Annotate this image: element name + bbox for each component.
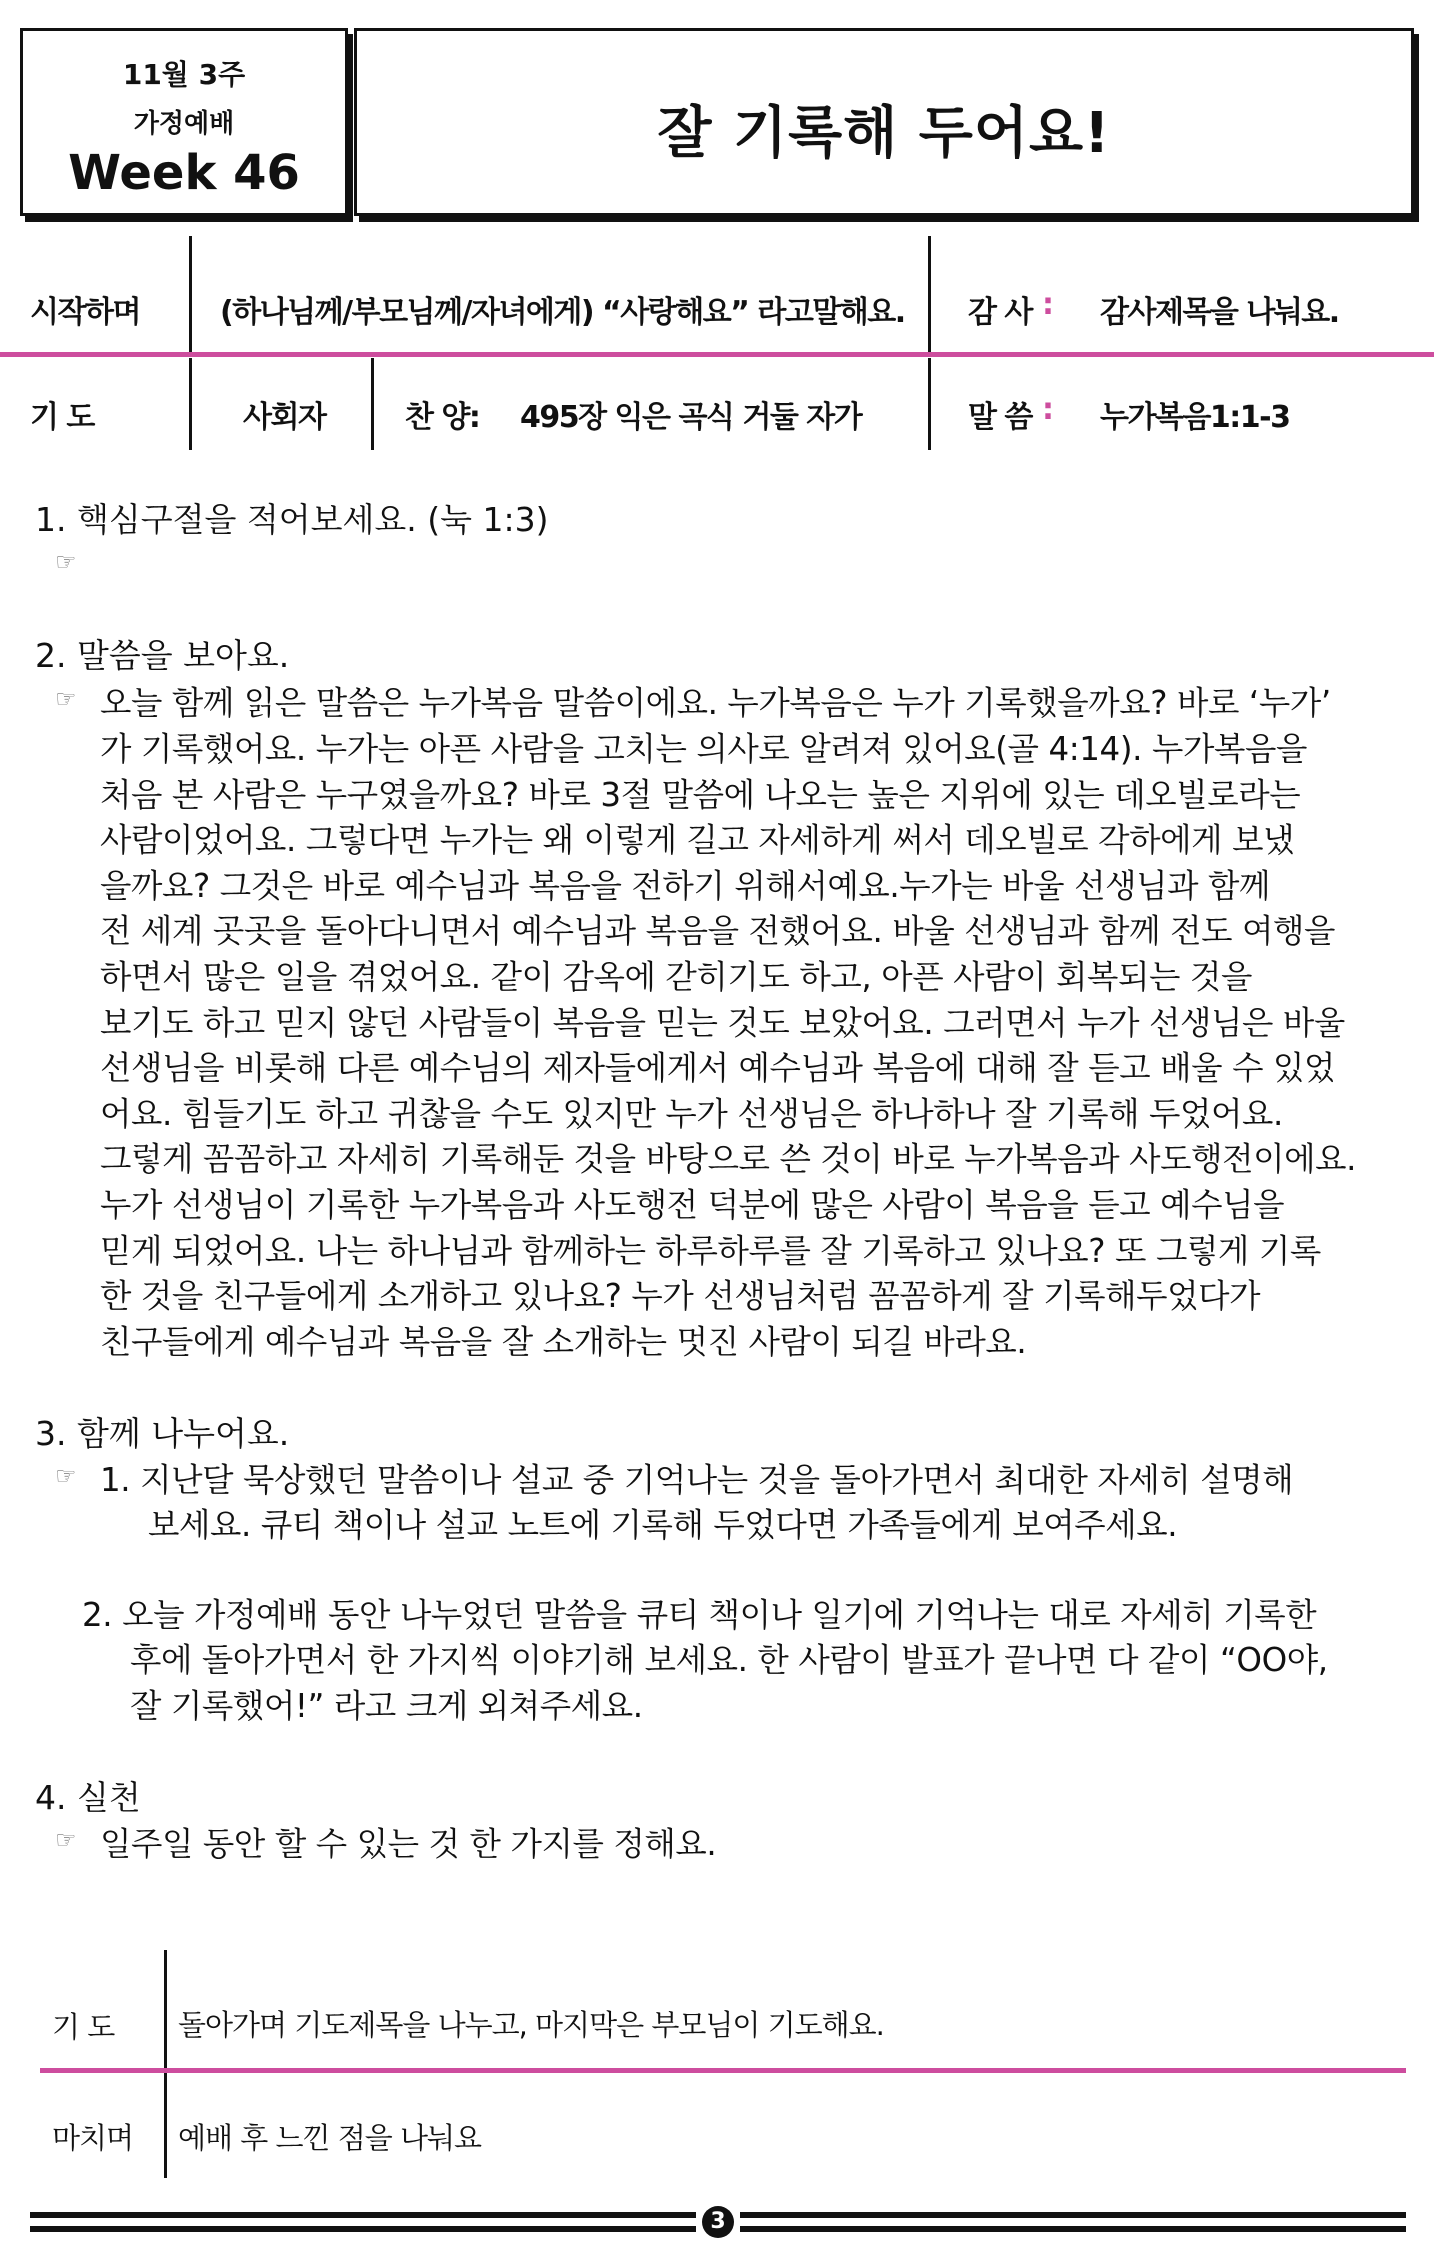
body-line: 을까요? 그것은 바로 예수님과 복음을 전하기 위해서예요.누가는 바울 선생님과 함께 bbox=[100, 867, 1270, 905]
word-content: 누가복음1:1-3 bbox=[1100, 400, 1290, 435]
body-line: 사람이었어요. 그렇다면 누가는 왜 이렇게 길고 자세하게 써서 데오빌로 각하에게 보냈 bbox=[100, 821, 1295, 859]
thanks-label: 감 사 bbox=[968, 295, 1032, 330]
body-line: 누가 선생님이 기록한 누가복음과 사도행전 덕분에 많은 사람이 복음을 듣고 예수님을 bbox=[100, 1186, 1285, 1224]
closing-prayer-content: 돌아가며 기도제목을 나누고, 마지막은 부모님이 기도해요. bbox=[178, 2008, 884, 2042]
closing-prayer-label: 기 도 bbox=[52, 2010, 115, 2044]
prayer-label: 기 도 bbox=[30, 400, 94, 435]
body-line: 가 기록했어요. 누가는 아픈 사람을 고치는 의사로 알려져 있어요(골 4:14). 누가복음을 bbox=[100, 730, 1307, 768]
word-colon: : bbox=[1042, 392, 1053, 427]
word-label: 말 씀 bbox=[968, 400, 1032, 435]
section-1-heading: 1. 핵심구절을 적어보세요. (눅 1:3) bbox=[35, 500, 549, 539]
thanks-colon: : bbox=[1042, 287, 1053, 322]
body-line: 오늘 함께 읽은 말씀은 누가복음 말씀이에요. 누가복음은 누가 기록했을까요? 바로 ‘누가’ bbox=[100, 684, 1331, 722]
worship-type-label: 가정예배 bbox=[133, 109, 235, 139]
hymn-content: 495장 익은 곡식 거둘 자가 bbox=[520, 400, 862, 435]
item-line: 후에 돌아가면서 한 가지씩 이야기해 보세요. 한 사람이 발표가 끝나면 다 같이 “OO야, bbox=[130, 1641, 1328, 1679]
start-content: (하나님께/부모님께/자녀에게) “사랑해요” 라고말해요. bbox=[220, 295, 905, 330]
body-line: 친구들에게 예수님과 복음을 잘 소개하는 멋진 사람이 되길 바라요. bbox=[100, 1323, 1027, 1361]
body-line: 처음 본 사람은 누구였을까요? 바로 3절 말씀에 나오는 높은 지위에 있는 데오빌로라는 bbox=[100, 776, 1301, 814]
item-line: 잘 기록했어!” 라고 크게 외쳐주세요. bbox=[130, 1687, 643, 1725]
body-line: 하면서 많은 일을 겪었어요. 같이 감옥에 갇히기도 하고, 아픈 사람이 회복되는 것을 bbox=[100, 958, 1252, 996]
column-divider bbox=[928, 236, 931, 352]
footer-rule-left bbox=[30, 2212, 696, 2218]
footer-rule-right bbox=[740, 2212, 1406, 2218]
practice-text: 일주일 동안 할 수 있는 것 한 가지를 정해요. bbox=[100, 1825, 717, 1863]
section-4-heading: 4. 실천 bbox=[35, 1778, 141, 1817]
leader-label: 사회자 bbox=[243, 400, 326, 435]
pointing-hand-icon: ☞ bbox=[55, 548, 77, 576]
body-line: 전 세계 곳곳을 돌아다니면서 예수님과 복음을 전했어요. 바울 선생님과 함께 전도 여행을 bbox=[100, 912, 1335, 950]
date-week-of-month: 11월 3주 bbox=[122, 58, 246, 91]
hymn-label: 찬 양: bbox=[405, 400, 480, 435]
item-line: 보세요. 큐티 책이나 설교 노트에 기록해 두었다면 가족들에게 보여주세요. bbox=[148, 1506, 1178, 1544]
week-number: Week 46 bbox=[68, 145, 300, 201]
closing-label: 마치며 bbox=[52, 2121, 134, 2155]
item-line: 1. 지난달 묵상했던 말씀이나 설교 중 기억나는 것을 돌아가면서 최대한 자세히 설명해 bbox=[100, 1461, 1294, 1499]
pointing-hand-icon: ☞ bbox=[55, 1826, 77, 1854]
body-line: 그렇게 꼼꼼하고 자세히 기록해둔 것을 바탕으로 쓴 것이 바로 누가복음과 사도행전이에요. bbox=[100, 1140, 1357, 1178]
column-divider bbox=[371, 358, 374, 450]
start-label: 시작하며 bbox=[30, 295, 140, 330]
column-divider bbox=[164, 1950, 167, 2068]
section-2-heading: 2. 말씀을 보아요. bbox=[35, 636, 290, 675]
page-number: 3 bbox=[702, 2206, 734, 2238]
page-title: 잘 기록해 두어요! bbox=[657, 101, 1111, 166]
row-divider bbox=[40, 2068, 1406, 2073]
body-line: 어요. 힘들기도 하고 귀찮을 수도 있지만 누가 선생님은 하나하나 잘 기록해 두었어요. bbox=[100, 1095, 1283, 1133]
item-line: 2. 오늘 가정예배 동안 나누었던 말씀을 큐티 책이나 일기에 기억나는 대로 자세히 기록한 bbox=[82, 1596, 1317, 1634]
column-divider bbox=[189, 236, 192, 352]
footer-rule-right bbox=[740, 2226, 1406, 2232]
pointing-hand-icon: ☞ bbox=[55, 685, 77, 713]
pointing-hand-icon: ☞ bbox=[55, 1462, 77, 1490]
title-box bbox=[354, 28, 1414, 216]
thanks-content: 감사제목을 나눠요. bbox=[1100, 295, 1339, 330]
body-line: 선생님을 비롯해 다른 예수님의 제자들에게서 예수님과 복음에 대해 잘 듣고 배울 수 있었 bbox=[100, 1049, 1335, 1087]
footer-rule-left bbox=[30, 2226, 696, 2232]
column-divider bbox=[189, 358, 192, 450]
body-line: 믿게 되었어요. 나는 하나님과 함께하는 하루하루를 잘 기록하고 있나요? 또 그렇게 기록 bbox=[100, 1232, 1321, 1270]
section-3-heading: 3. 함께 나누어요. bbox=[35, 1414, 290, 1453]
closing-content: 예배 후 느낀 점을 나눠요 bbox=[178, 2121, 482, 2155]
column-divider bbox=[164, 2073, 167, 2178]
body-line: 한 것을 친구들에게 소개하고 있나요? 누가 선생님처럼 꼼꼼하게 잘 기록해두었다가 bbox=[100, 1277, 1261, 1315]
body-line: 보기도 하고 믿지 않던 사람들이 복음을 믿는 것도 보았어요. 그러면서 누가 선생님은 바울 bbox=[100, 1004, 1345, 1042]
date-box bbox=[20, 28, 348, 216]
row-divider bbox=[0, 352, 1434, 357]
column-divider bbox=[928, 358, 931, 450]
